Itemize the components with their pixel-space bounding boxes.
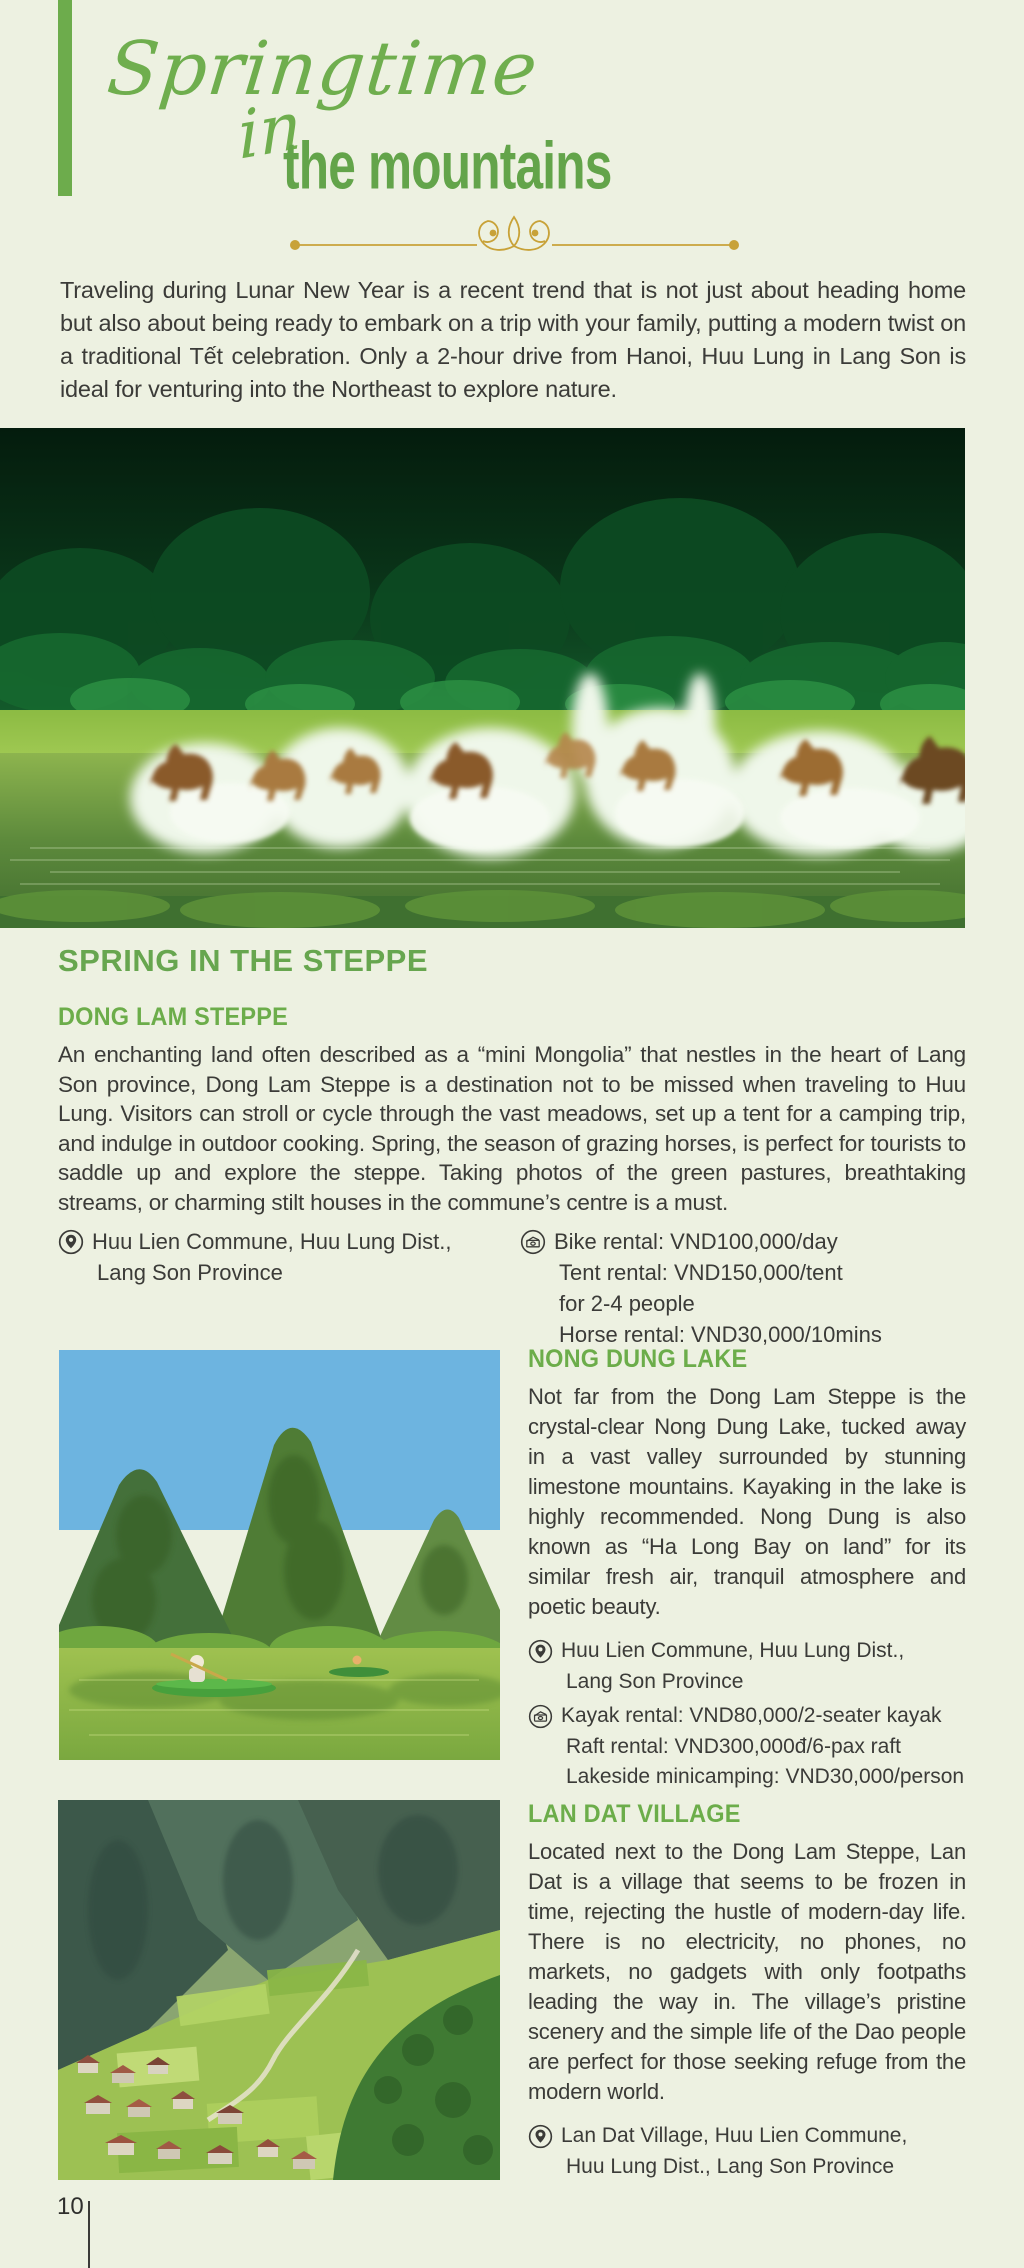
- price-line: for 2-4 people: [559, 1291, 695, 1316]
- price-line: Kayak rental: VND80,000/2-seater kayak: [561, 1704, 942, 1727]
- location-pin-icon: [528, 2124, 553, 2149]
- photo-horses-steppe: [0, 428, 965, 928]
- dong-lam-prices: [520, 1226, 882, 1350]
- location-line: Lan Dat Village, Huu Lien Commune,: [561, 2124, 908, 2147]
- price-line: Lakeside minicamping: VND30,000/person: [566, 1765, 965, 1788]
- lan-dat-paragraph: Located next to the Dong Lam Steppe, Lan Dat is a village that seems to be frozen in time, rejecting the hustle of modern-day life. There is no electricity, no phones, no markets, no gadgets with only footpaths leading the way in. The village’s pristine scenery and the simple life of the Dao people are perfect for those seeking refuge from the modern world.: [528, 1839, 966, 2104]
- page-title: the mountains: [283, 129, 612, 204]
- nong-dung-paragraph: Not far from the Dong Lam Steppe is the crystal-clear Nong Dung Lake, tucked away in a vast valley surrounded by stunning limestone mountains. Kayaking in the lake is highly recommended. Nong Dung is also known as “Ha Long Bay on land” for its similar fresh air, tranquil atmosphere and poetic beauty.: [528, 1384, 966, 1619]
- nong-dung-section: [528, 1345, 966, 1793]
- price-line: Raft rental: VND300,000đ/6-pax raft: [566, 1734, 902, 1758]
- price-line: Bike rental: VND100,000/day: [554, 1229, 838, 1254]
- location-pin-icon: [58, 1229, 84, 1255]
- ornament-divider-icon: [287, 212, 742, 260]
- lan-dat-heading: LAN DAT VILLAGE: [528, 1800, 741, 1828]
- price-line: Horse rental: VND30,000/10mins: [559, 1322, 882, 1347]
- location-line: Huu Lien Commune, Huu Lung Dist.,: [561, 1639, 905, 1662]
- location-line: Lang Son Province: [566, 1669, 744, 1693]
- photo-lan-dat-village: [58, 1800, 500, 2180]
- title-script: Springtime: [103, 26, 543, 112]
- title-connector: in: [237, 86, 303, 175]
- lan-dat-info: [528, 2121, 966, 2182]
- money-icon: [528, 1704, 553, 1729]
- location-line: Huu Lien Commune, Huu Lung Dist.,: [92, 1229, 452, 1254]
- dong-lam-location: [58, 1226, 520, 1350]
- nong-dung-location: [528, 1636, 966, 1697]
- dong-lam-paragraph: An enchanting land often described as a “mini Mongolia” that nestles in the heart of Lang Son province, Dong Lam Steppe is a destination not to be missed when traveling to Huu Lung. Visitors can stroll or cycle through the vast meadows, set up a tent for a camping trip, and indulge in outdoor cooking. Spring, the season of grazing horses, is perfect for tourists to saddle up and explore the steppe. Taking photos of the green pastures, breathtaking streams, or charming stilt houses in the commune’s centre is a must.: [58, 1042, 966, 1215]
- nong-dung-info: [528, 1636, 966, 1793]
- location-pin-icon: [528, 1639, 553, 1664]
- photo-nong-dung-lake: [59, 1350, 500, 1760]
- nong-dung-prices: [528, 1701, 966, 1793]
- nong-dung-heading: NONG DUNG LAKE: [528, 1345, 748, 1373]
- lan-dat-section: [528, 1800, 966, 2182]
- footer-rule: [88, 2201, 90, 2268]
- dong-lam-heading: DONG LAM STEPPE: [58, 1003, 289, 1031]
- location-line: Lang Son Province: [97, 1260, 283, 1285]
- page-number: 10: [57, 2193, 84, 2220]
- price-line: Tent rental: VND150,000/tent: [559, 1260, 843, 1285]
- location-line: Huu Lung Dist., Lang Son Province: [566, 2154, 895, 2178]
- dong-lam-info: [58, 1226, 966, 1350]
- lan-dat-location: [528, 2121, 966, 2182]
- intro-paragraph: Traveling during Lunar New Year is a recent trend that is not just about heading home but also about being ready to embark on a trip with your family, putting a modern twist on a traditional Tết celebration. Only a 2-hour drive from Hanoi, Huu Lung in Lang Son is ideal for venturing into the Northeast to explore nature.: [60, 277, 966, 402]
- money-icon: [520, 1229, 546, 1255]
- title-accent-bar: [58, 0, 72, 196]
- section-heading: SPRING IN THE STEPPE: [58, 943, 429, 978]
